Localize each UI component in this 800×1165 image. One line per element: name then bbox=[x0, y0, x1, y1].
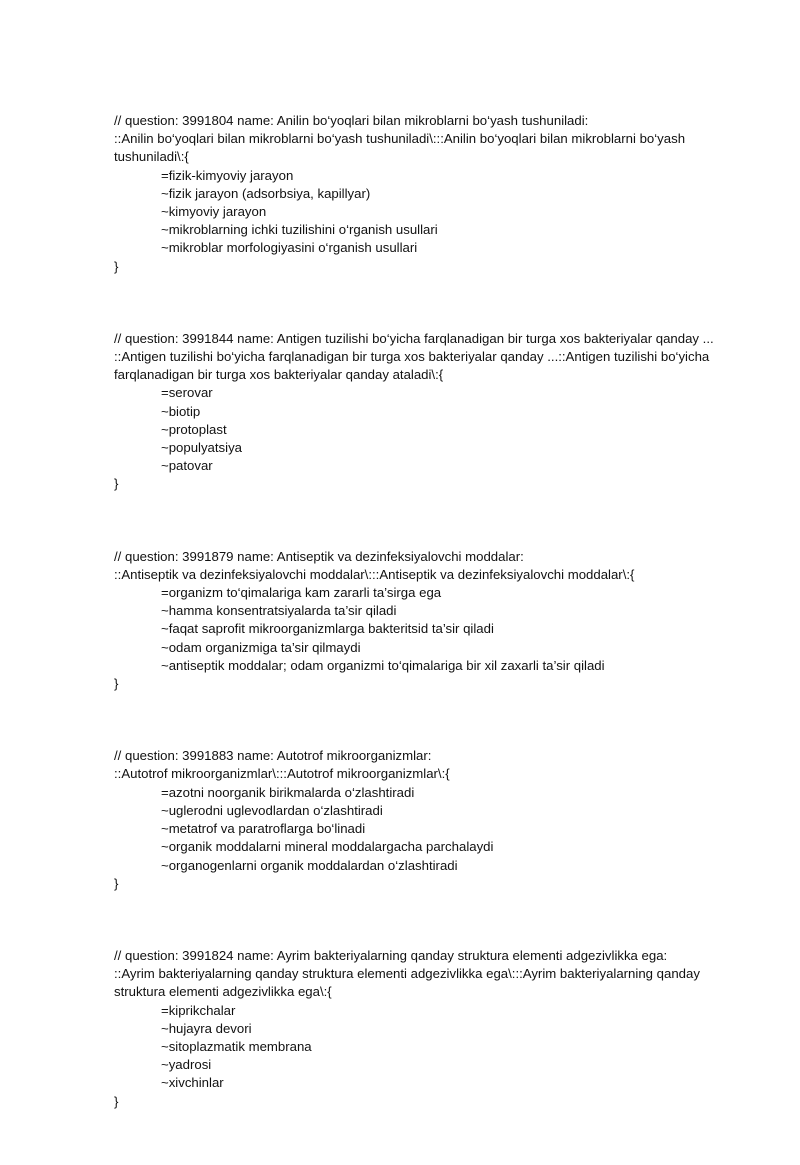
answer-option: ~kimyoviy jarayon bbox=[161, 204, 267, 220]
question-header: // question: 3991804 name: Anilin bo‘yoqlari bilan mikroblarni bo‘yash tushuniladi: bbox=[114, 113, 589, 128]
question-header: // question: 3991844 name: Antigen tuzilishi bo‘yicha farqlanadigan bir turga xos bakteriyalar qanday ... bbox=[114, 330, 714, 346]
answer-option: =organizm to‘qimalariga kam zararli ta’sirga ega bbox=[161, 585, 442, 601]
answer-option: ~antiseptik moddalar; odam organizmi to‘qimalariga bir xil zaxarli ta’sir qiladi bbox=[161, 657, 605, 673]
answer-list bbox=[114, 584, 754, 675]
answer-option: ~mikroblarning ichki tuzilishini o‘rganish usullari bbox=[161, 222, 438, 238]
answer-option: ~odam organizmiga ta’sir qilmaydi bbox=[161, 639, 361, 655]
answer-option: ~xivchinlar bbox=[161, 1075, 224, 1091]
question-block bbox=[114, 747, 754, 893]
question-body: ::Autotrof mikroorganizmlar\:::Autotrof mikroorganizmlar\:{ bbox=[114, 766, 450, 782]
question-block bbox=[114, 947, 754, 1111]
question-header: // question: 3991824 name: Ayrim bakteriyalarning qanday struktura elementi adgezivlikka ega: bbox=[114, 947, 668, 963]
question-body: ::Anilin bo‘yoqlari bilan mikroblarni bo‘yash tushuniladi\:::Anilin bo‘yoqlari bilan mikroblarni bo‘yash tushuniladi\:{ bbox=[114, 131, 686, 165]
closing-brace: } bbox=[114, 1093, 119, 1109]
answer-option: ~sitoplazmatik membrana bbox=[161, 1038, 312, 1054]
answer-option: ~biotip bbox=[161, 403, 201, 419]
question-body: ::Ayrim bakteriyalarning qanday struktura elementi adgezivlikka ega\:::Ayrim bakteriyalarning qanday struktura elementi adgezivlikka ega\:{ bbox=[114, 966, 700, 1000]
question-block bbox=[114, 330, 754, 494]
answer-option: ~populyatsiya bbox=[161, 440, 243, 456]
answer-option: =azotni noorganik birikmalarda o‘zlashtiradi bbox=[161, 784, 415, 800]
answer-option: =serovar bbox=[161, 385, 213, 401]
answer-option: ~hujayra devori bbox=[161, 1020, 252, 1036]
question-block bbox=[114, 548, 754, 694]
answer-option: ~protoplast bbox=[161, 421, 227, 437]
answer-option: ~uglerodni uglevodlardan o‘zlashtiradi bbox=[161, 802, 383, 818]
answer-option: ~organogenlarni organik moddalardan o‘zlashtiradi bbox=[161, 857, 458, 873]
closing-brace: } bbox=[114, 258, 119, 274]
answer-option: ~hamma konsentratsiyalarda ta’sir qiladi bbox=[161, 603, 397, 619]
answer-option: =fizik-kimyoviy jarayon bbox=[161, 167, 294, 183]
closing-brace: } bbox=[114, 875, 119, 891]
question-header: // question: 3991883 name: Autotrof mikroorganizmlar: bbox=[114, 748, 432, 764]
answer-option: ~fizik jarayon (adsorbsiya, kapillyar) bbox=[161, 185, 371, 201]
closing-brace: } bbox=[114, 676, 119, 692]
answer-option: ~patovar bbox=[161, 458, 213, 474]
question-header: // question: 3991879 name: Antiseptik va dezinfeksiyalovchi moddalar: bbox=[114, 548, 524, 564]
answer-list bbox=[114, 384, 754, 475]
answer-list bbox=[114, 1002, 754, 1093]
answer-option: =kiprikchalar bbox=[161, 1002, 236, 1018]
closing-brace: } bbox=[114, 476, 119, 492]
answer-option: ~metatrof va paratroflarga bo‘linadi bbox=[161, 821, 366, 837]
answer-option: ~faqat saprofit mikroorganizmlarga bakteritsid ta’sir qiladi bbox=[161, 621, 494, 637]
answer-option: ~mikroblar morfologiyasini o‘rganish usullari bbox=[161, 240, 418, 256]
answer-list bbox=[114, 784, 754, 875]
document-content bbox=[114, 112, 754, 1165]
answer-option: ~organik moddalarni mineral moddalargacha parchalaydi bbox=[161, 839, 494, 855]
question-body: ::Antigen tuzilishi bo‘yicha farqlanadigan bir turga xos bakteriyalar qanday ...::Antigen tuzilishi bo‘yicha farqlanadigan bir turga xos bakteriyalar qanday ataladi\:{ bbox=[114, 349, 710, 383]
answer-option: ~yadrosi bbox=[161, 1057, 212, 1073]
answer-list bbox=[114, 167, 754, 258]
question-block bbox=[114, 112, 754, 276]
question-body: ::Antiseptik va dezinfeksiyalovchi moddalar\:::Antiseptik va dezinfeksiyalovchi moddalar\:{ bbox=[114, 566, 635, 582]
